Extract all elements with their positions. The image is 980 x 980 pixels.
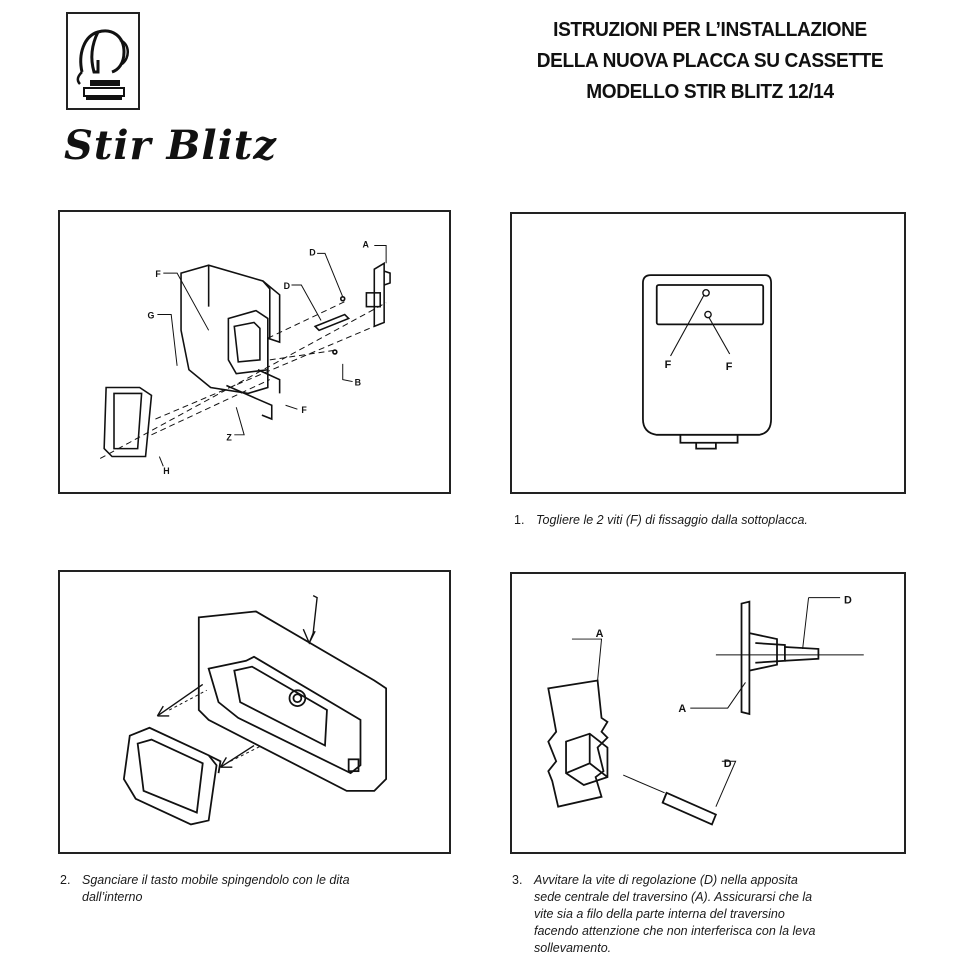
step3-line-1: Avvitare la vite di regolazione (D) nella apposita: [534, 873, 798, 887]
document-title: [515, 14, 906, 107]
title-line-2: DELLA NUOVA PLACCA SU CASSETTE: [536, 49, 884, 72]
step2-panel: [58, 570, 451, 854]
brand-name: Stir Blitz: [64, 122, 277, 169]
step3-line-5: sollevamento.: [534, 941, 612, 955]
title-line-1: ISTRUZIONI PER L’INSTALLAZIONE: [553, 18, 867, 41]
step3-line-2: sede centrale del traversino (A). Assicurarsi che la: [534, 890, 813, 904]
step2-line-2: dall’interno: [82, 890, 143, 904]
label-h: H: [163, 466, 170, 477]
label-b: B: [354, 377, 361, 388]
step3-diagram: [512, 574, 904, 852]
label-f-upper: F: [155, 269, 161, 280]
step1-label-f-left: F: [664, 358, 672, 371]
elephant-logo-icon: [68, 14, 138, 108]
step3-line-4: facendo attenzione che non interferisca con la leva: [534, 924, 816, 938]
step2-number: 2.: [60, 873, 71, 887]
label-d-lower: D: [283, 280, 290, 291]
label-a: A: [362, 239, 369, 250]
step1-number: 1.: [514, 513, 525, 527]
step1-label-f-right: F: [725, 360, 733, 373]
label-f-lower: F: [301, 405, 307, 416]
logo-frame: [66, 12, 140, 110]
step1-text: Togliere le 2 viti (F) di fissaggio dalla sottoplacca.: [536, 513, 808, 527]
step2-line-1: Sganciare il tasto mobile spingendolo con le dita: [82, 873, 350, 887]
step1-caption: [514, 512, 914, 529]
step3-label-a-right: A: [678, 703, 687, 716]
title-line-3: MODELLO STIR BLITZ 12/14: [586, 80, 834, 103]
label-g: G: [147, 310, 155, 321]
step3-label-d-lower: D: [723, 758, 732, 771]
exploded-view-diagram: [60, 212, 449, 492]
step3-line-3: vite sia a filo della parte interna del traversino: [534, 907, 785, 921]
step1-panel: [510, 212, 906, 494]
label-z: Z: [226, 432, 232, 443]
step3-panel: [510, 572, 906, 854]
step2-diagram: [60, 572, 449, 852]
step3-label-a-left: A: [595, 628, 604, 641]
label-d-upper: D: [309, 247, 316, 258]
step3-label-d-upper: D: [844, 594, 852, 607]
exploded-view-panel: [58, 210, 451, 494]
step3-caption: [512, 872, 922, 957]
step3-number: 3.: [512, 873, 523, 887]
step2-caption: [60, 872, 460, 906]
step1-diagram: [512, 214, 904, 492]
